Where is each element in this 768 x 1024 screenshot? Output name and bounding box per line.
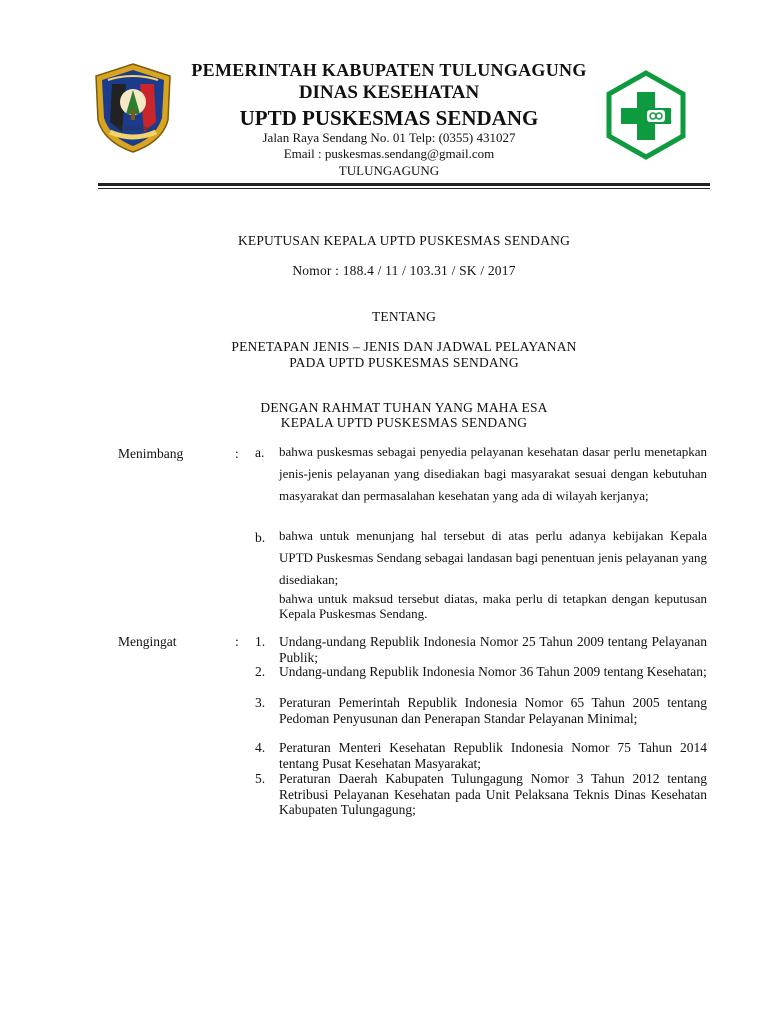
- decree-number: Nomor : 188.4 / 11 / 103.31 / SK / 2017: [292, 263, 516, 278]
- list-item: bahwa puskesmas sebagai penyedia pelayanan kesehatan dasar perlu menetapkan jenis-jenis pelayanan yang disediakan bagi masyarakat sesuai dengan kebutuhan masyarakat dan permasalahan kesehatan yang ada di wilayah kerjanya;: [279, 444, 707, 503]
- item-marker: b.: [255, 530, 266, 545]
- section-label-mengingat: Mengingat: [118, 634, 177, 649]
- decree-about: TENTANG: [371, 309, 437, 324]
- item-marker: 3.: [255, 695, 266, 710]
- item-marker: 5.: [255, 771, 266, 786]
- item-marker: 2.: [255, 664, 266, 679]
- decree-title: KEPUTUSAN KEPALA UPTD PUSKESMAS SENDANG: [237, 233, 571, 248]
- list-item: Peraturan Pemerintah Republik Indonesia Nomor 65 Tahun 2005 tentang Pedoman Penyusunan dan Penerapan Standar Pelayanan Minimal;: [279, 695, 707, 726]
- list-item: bahwa untuk menunjang hal tersebut di atas perlu adanya kebijakan Kepala UPTD Puskesmas Sendang sebagai landasan bagi penentuan jenis pelayanan yang disediakan;: [279, 528, 707, 587]
- item-marker: a.: [255, 445, 265, 460]
- item-marker: 1.: [255, 634, 266, 649]
- letterhead-institution: UPTD PUSKESMAS SENDANG: [239, 106, 539, 130]
- decree-blessing-line2: KEPALA UPTD PUSKESMAS SENDANG: [280, 415, 528, 430]
- list-item: Peraturan Menteri Kesehatan Republik Indonesia Nomor 75 Tahun 2014 tentang Pusat Kesehatan Masyarakat;: [279, 740, 707, 771]
- letterhead-email: Email : puskesmas.sendang@gmail.com: [283, 146, 495, 161]
- decree-subject-line2: PADA UPTD PUSKESMAS SENDANG: [289, 355, 519, 370]
- list-item: Undang-undang Republik Indonesia Nomor 36 Tahun 2009 tentang Kesehatan;: [279, 664, 707, 679]
- list-item: bahwa untuk maksud tersebut diatas, maka perlu di tetapkan dengan keputusan Kepala Puskesmas Sendang.: [279, 591, 707, 621]
- decree-blessing-line1: DENGAN RAHMAT TUHAN YANG MAHA ESA: [260, 400, 548, 415]
- section-colon: :: [235, 446, 239, 461]
- decree-subject-line1: PENETAPAN JENIS – JENIS DAN JADWAL PELAYANAN: [231, 339, 577, 354]
- section-colon: :: [235, 634, 239, 649]
- letterhead-rule-thick: [98, 183, 710, 186]
- item-marker: 4.: [255, 740, 266, 755]
- letterhead-address: Jalan Raya Sendang No. 01 Telp: (0355) 431027: [262, 130, 516, 145]
- letterhead-government: PEMERINTAH KABUPATEN TULUNGAGUNG: [191, 60, 587, 80]
- list-item: Undang-undang Republik Indonesia Nomor 25 Tahun 2009 tentang Pelayanan Publik;: [279, 634, 707, 665]
- letterhead-rule-thin: [98, 188, 710, 189]
- list-item: Peraturan Daerah Kabupaten Tulungagung Nomor 3 Tahun 2012 tentang Retribusi Pelayanan Kesehatan pada Unit Pelaksana Teknis Dinas Kesehatan Kabupaten Tulungagung;: [279, 771, 707, 817]
- letterhead-department: DINAS KESEHATAN: [298, 82, 480, 103]
- letterhead-city: TULUNGAGUNG: [338, 163, 440, 178]
- crest-ribbon-text: TULUNGAGUNG: [115, 127, 151, 132]
- section-label-menimbang: Menimbang: [118, 446, 184, 461]
